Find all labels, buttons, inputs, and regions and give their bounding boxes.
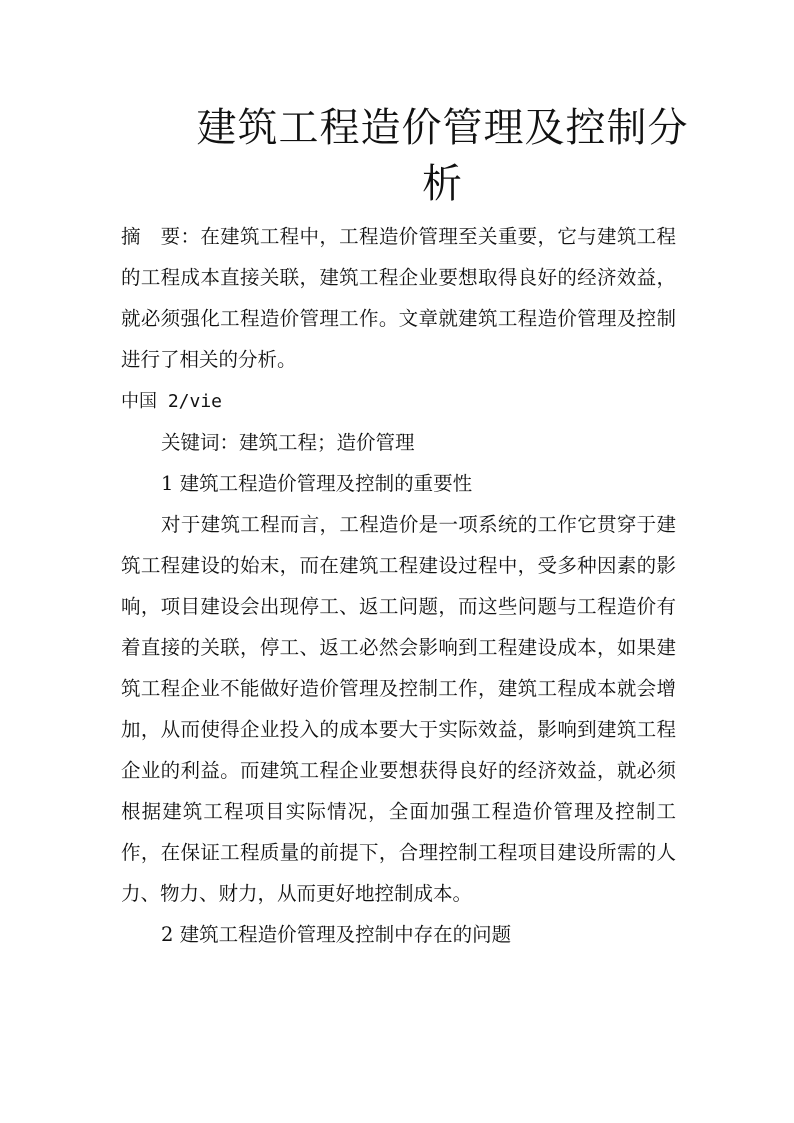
document-title: [120, 100, 765, 212]
classification-text: 中国 2/vie: [121, 391, 223, 412]
abstract-paragraph: 摘 要：在建筑工程中，工程造价管理至关重要，它与建筑工程的工程成本直接关联，建筑工程企业要想取得良好的经济效益，就必须强化工程造价管理工作。文章就建筑工程造价管理及控制进行了相关的分析。: [121, 225, 676, 371]
classification-line: [121, 380, 676, 422]
title-line-1: 建筑工程造价管理及控制分: [196, 105, 689, 151]
title-line-2: 析: [422, 161, 463, 207]
document-body: [121, 216, 676, 955]
keywords-line: 关键词：建筑工程；造价管理: [161, 431, 415, 454]
section-1-paragraph: 对于建筑工程而言，工程造价是一项系统的工作它贯穿于建筑工程建设的始末，而在建筑工程建设过程中，受多种因素的影响，项目建设会出现停工、返工问题，而这些问题与工程造价有着直接的关联，停工、返工必然会影响到工程建设成本，如果建筑工程企业不能做好造价管理及控制工作，建筑工程成本就会增加，从而使得企业投入的成本要大于实际效益，影响到建筑工程企业的利益。而建筑工程企业要想获得良好的经济效益，就必须根据建筑工程项目实际情况，全面加强工程造价管理及控制工作，在保证工程质量的前提下，合理控制工程项目建设所需的人力、物力、财力，从而更好地控制成本。: [121, 513, 676, 905]
section-2-heading: 2 建筑工程造价管理及控制中存在的问题: [161, 923, 512, 946]
section-1-heading: 1 建筑工程造价管理及控制的重要性: [161, 472, 473, 495]
